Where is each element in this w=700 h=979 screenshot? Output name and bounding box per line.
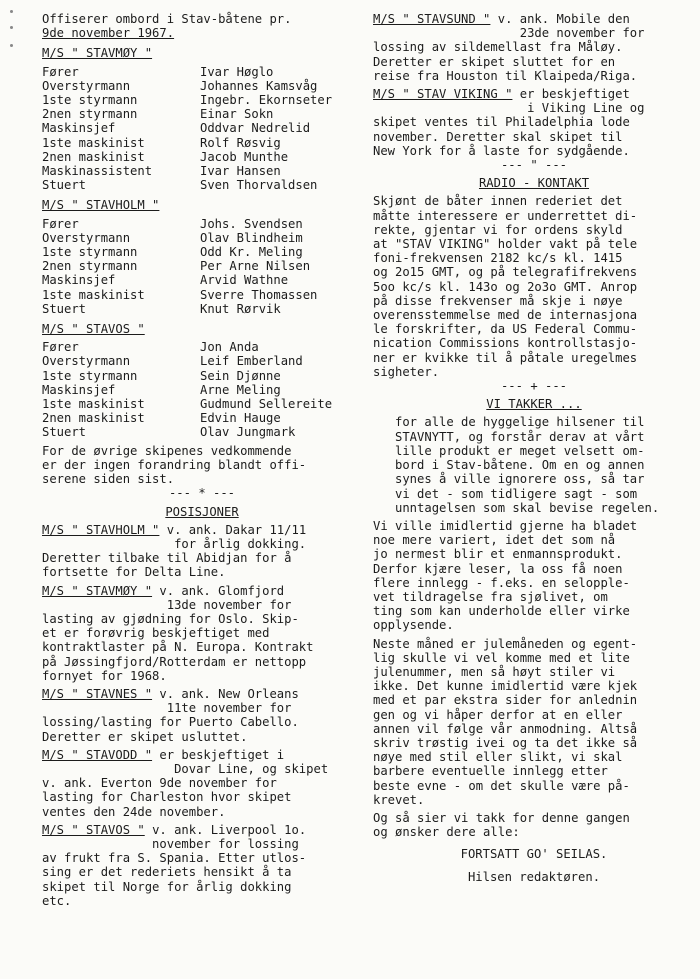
thanks-paragraph [373, 415, 695, 514]
paragraph-line: med et par ekstra sider for anlednin [373, 693, 638, 708]
paragraph-line: lasting for Charleston hvor skipet [42, 790, 292, 805]
paragraph-line: v. ank. Everton 9de november for [42, 776, 277, 791]
paragraph-line: vi det - som tidligere sagt - som [373, 486, 638, 501]
paragraph-line: nication Commissions kontrollstasjo- [373, 336, 638, 351]
crew-rank: Overstyrmann [42, 78, 131, 93]
farewell-line: FORTSATT GO' SEILAS. [460, 847, 608, 862]
positions-heading: POSISJONER [165, 504, 239, 519]
paragraph-line: opplysende. [373, 618, 454, 633]
position-entry [373, 87, 695, 158]
crew-rank: Maskinsjef [42, 273, 116, 288]
ship-heading: M/S " STAVHOLM " [42, 198, 160, 213]
paragraph-line: av frukt fra S. Spania. Etter utlos- [42, 851, 307, 866]
paragraph-line: i Viking Line og [373, 101, 645, 116]
entry-first-line: v. ank. New Orleans [152, 686, 299, 701]
paragraph-line: ner er kvikke til å påtale uregelmes [373, 350, 638, 365]
section-separator: --- * --- [168, 486, 236, 501]
paragraph-line: 13de november for [42, 597, 292, 612]
crew-rank: 1ste maskinist [42, 287, 145, 302]
crew-name: Knut Rørvik [200, 301, 281, 316]
paragraph-line: lossing/lasting for Puerto Cabello. [42, 715, 299, 730]
paragraph-line: lasting av gjødning for Oslo. Skip- [42, 611, 299, 626]
radio-paragraph [373, 194, 695, 379]
crew-rank: Fører [42, 340, 79, 355]
ship-name: M/S " STAVMØY " [42, 583, 153, 598]
paragraph-line: Vi ville imidlertid gjerne ha bladet [373, 518, 638, 533]
paragraph-line: noe mere variert, idet det som nå [373, 533, 616, 548]
crew-name: Arvid Wathne [200, 273, 289, 288]
paragraph-line: le forskrifter, da US Federal Commu- [373, 322, 638, 337]
crew-rank: 2nen styrmann [42, 107, 138, 122]
crew-name: Oddvar Nedrelid [200, 121, 311, 136]
paragraph-line: vet tildragelse fra sjølivet, om [373, 589, 608, 604]
paragraph-line: på Jøssingfjord/Rotterdam er nettopp [42, 654, 307, 669]
paragraph-line: nøye med stil eller slikt, vi skal [373, 750, 623, 765]
paragraph-line: november for lossing [42, 836, 299, 851]
paragraph-line: foni-frekvensen 2182 kc/s kl. 1415 [373, 251, 623, 266]
paragraph-line: og 2o15 GMT, og på telegrafifrekvens [373, 265, 638, 280]
crew-rank: Maskinsjef [42, 121, 116, 136]
entry-first-line: v. ank. Mobile den [490, 12, 630, 26]
crew-rank: 1ste styrmann [42, 368, 138, 383]
intro-date: 9de november 1967. [42, 26, 175, 41]
paragraph-line: kontraktlaster på N. Europa. Kontrakt [42, 640, 314, 655]
radio-heading: RADIO - KONTAKT [478, 176, 590, 191]
crew-name: Sein Djønne [200, 368, 281, 383]
paragraph-line: Deretter er skipet sluttet for en [373, 54, 616, 69]
crew-name: Olav Blindheim [200, 230, 303, 245]
crew-rank: 1ste styrmann [42, 93, 138, 108]
entry-first-line: v. ank. Glomfjord [152, 583, 285, 598]
paragraph-line: for årlig dokking. [42, 536, 307, 551]
closing-paragraph [42, 444, 362, 487]
paragraph-line: 11te november for [42, 701, 292, 716]
crew-name: Leif Emberland [200, 354, 303, 369]
punch-hole-mark [10, 26, 13, 29]
paragraph-line: Neste måned er julemåneden og egent- [373, 636, 638, 651]
crew-name: Arne Meling [200, 382, 281, 397]
crew-name: Sven Thorvaldsen [200, 178, 318, 193]
paragraph-line: For de øvrige skipenes vedkommende [42, 443, 292, 458]
paragraph-line: barbere eventuelle innlegg etter [373, 764, 608, 779]
crew-name: Johs. Svendsen [200, 216, 303, 231]
crew-rank: Fører [42, 64, 79, 79]
position-entry [373, 12, 695, 83]
paragraph-line: et er forøvrig beskjeftiget med [42, 626, 270, 641]
crew-name: Ivar Høglo [200, 64, 274, 79]
paragraph-line: ventes den 24de november. [42, 804, 226, 819]
paragraph-line: flere innlegg - f.eks. en selopple- [373, 575, 630, 590]
paragraph-line: 5oo kc/s kl. 143o og 2o3o GMT. Anrop [373, 279, 638, 294]
paragraph-line: er der ingen forandring blandt offi- [42, 457, 307, 472]
crew-rank: 2nen styrmann [42, 259, 138, 274]
thanks-heading: VI TAKKER ... [486, 397, 582, 412]
paragraph-line: fortsette for Delta Line. [42, 565, 226, 580]
paragraph-line: ikke. Det kunne imidlertid være kjek [373, 679, 638, 694]
crew-name: Gudmund Sellereite [200, 397, 333, 412]
paragraph-line: STAVNYTT, og forstår derav at vårt [373, 429, 645, 444]
ship-name: M/S " STAV VIKING " [373, 87, 513, 102]
paragraph-line: rekte, gjentar vi for ordens skyld [373, 222, 623, 237]
paragraph-line: skriv trøstig ivei og ta det ikke så [373, 735, 638, 750]
crew-rank: Fører [42, 216, 79, 231]
thanks-paragraph [373, 811, 695, 839]
editor-signature: Hilsen redaktøren. [467, 869, 601, 884]
paragraph-line: etc. [42, 893, 72, 908]
crew-name: Per Arne Nilsen [200, 259, 311, 274]
right-column [373, 12, 695, 884]
position-entry [42, 823, 362, 908]
position-entry [42, 748, 362, 819]
section-separator: --- + --- [500, 379, 568, 394]
crew-rank: 2nen maskinist [42, 149, 145, 164]
position-entry [42, 687, 362, 744]
ship-name: M/S " STAVOS " [42, 822, 145, 837]
crew-rank: Maskinassistent [42, 164, 153, 179]
position-entry [42, 523, 362, 580]
paragraph-line: gen og vi håper derfor at en eller [373, 707, 623, 722]
paragraph-line: beste evne - om det skulle være på- [373, 778, 630, 793]
crew-name: Olav Jungmark [200, 425, 296, 440]
paragraph-line: Derfor kjære leser, la oss få noen [373, 561, 623, 576]
ship-heading: M/S " STAVOS " [42, 322, 145, 337]
paragraph-line: på disse frekvenser må skje i nøye [373, 293, 623, 308]
paragraph-line: måtte interessere er underrettet di- [373, 208, 638, 223]
crew-name: Jacob Munthe [200, 149, 289, 164]
paragraph-line: serene siden sist. [42, 472, 175, 487]
ship-name: M/S " STAVNES " [42, 686, 153, 701]
paragraph-line: Dovar Line, og skipet [42, 761, 329, 776]
paragraph-line: unntagelsen som skal bevise regelen. [373, 500, 660, 515]
section-separator: --- " --- [500, 158, 568, 173]
crew-name: Ingebr. Ekornseter [200, 93, 333, 108]
ship-officers-stavos [42, 322, 362, 440]
position-entry [42, 584, 362, 683]
paragraph-line: krevet. [373, 792, 425, 807]
ship-name: M/S " STAVSUND " [373, 12, 491, 26]
paragraph-line: jo nermest blir et enmannsprodukt. [373, 547, 623, 562]
entry-first-line: v. ank. Dakar 11/11 [159, 522, 307, 537]
paragraph-line: og ønsker dere alle: [373, 825, 520, 840]
thanks-paragraph [373, 519, 695, 633]
ship-name: M/S " STAVODD " [42, 747, 153, 762]
paragraph-line: sing er det rederiets hensikt å ta [42, 865, 292, 880]
left-column [42, 12, 362, 908]
crew-rank: 1ste styrmann [42, 245, 138, 260]
crew-name: Jon Anda [200, 340, 259, 355]
paragraph-line: bord i Stav-båtene. Om en og annen [373, 458, 645, 473]
crew-list [42, 217, 362, 316]
punch-hole-mark [10, 10, 13, 13]
paragraph-line: skipet til Norge for årlig dokking [42, 879, 292, 894]
crew-rank: Stuert [42, 178, 87, 193]
paragraph-line: julenummer, men så høyt stiler vi [373, 664, 616, 679]
paragraph-line: Deretter tilbake til Abidjan for å [42, 551, 292, 566]
crew-rank: Overstyrmann [42, 230, 131, 245]
entry-first-line: er beskjeftiget [512, 87, 630, 102]
ship-officers-stavholm [42, 198, 362, 316]
crew-list [42, 65, 362, 193]
punch-hole-mark [10, 44, 13, 47]
entry-first-line: er beskjeftiget i [152, 747, 285, 762]
paragraph-line: lille produkt er meget velsett om- [373, 443, 645, 458]
paragraph-line: lossing av sildemellast fra Måløy. [373, 40, 623, 55]
crew-name: Odd Kr. Meling [200, 245, 303, 260]
crew-name: Johannes Kamsvåg [200, 78, 318, 93]
crew-rank: 1ste maskinist [42, 397, 145, 412]
crew-name: Einar Sokn [200, 107, 274, 122]
crew-name: Rolf Røsvig [200, 135, 281, 150]
paragraph-line: reise fra Houston til Klaipeda/Riga. [373, 68, 638, 83]
paragraph-line: at "STAV VIKING" holder vakt på tele [373, 237, 638, 252]
paragraph-line: fornyet for 1968. [42, 668, 167, 683]
paragraph-line: sigheter. [373, 364, 440, 379]
crew-list [42, 340, 362, 439]
crew-rank: 2nen maskinist [42, 411, 145, 426]
crew-name: Edvin Hauge [200, 411, 281, 426]
paragraph-line: november. Deretter skal skipet til [373, 129, 623, 144]
crew-rank: Stuert [42, 425, 87, 440]
ship-name: M/S " STAVHOLM " [42, 522, 160, 537]
crew-rank: Stuert [42, 301, 87, 316]
paragraph-line: Deretter er skipet usluttet. [42, 729, 248, 744]
intro-line: Offiserer ombord i Stav-båtene pr. [42, 12, 292, 26]
crew-rank: 1ste maskinist [42, 135, 145, 150]
crew-rank: Maskinsjef [42, 382, 116, 397]
paragraph-line: overensstemmelse med de internasjona [373, 308, 638, 323]
crew-name: Sverre Thomassen [200, 287, 318, 302]
ship-officers-stavmoy [42, 46, 362, 192]
thanks-paragraph [373, 637, 695, 807]
paragraph-line: New York for å laste for sydgående. [373, 143, 630, 158]
paragraph-line: synes å ville ignorere oss, så tar [373, 472, 645, 487]
paragraph-line: lig skulle vi vel komme med et lite [373, 650, 630, 665]
crew-name: Ivar Hansen [200, 164, 281, 179]
paragraph-line: skipet ventes til Philadelphia lode [373, 115, 630, 130]
paragraph-line: Skjønt de båter innen rederiet det [373, 194, 623, 209]
paragraph-line: ting som kan underholde eller virke [373, 604, 630, 619]
paragraph-line: 23de november for [373, 26, 645, 41]
paragraph-line: Og så sier vi takk for denne gangen [373, 810, 630, 825]
crew-rank: Overstyrmann [42, 354, 131, 369]
paragraph-line: annen vil følge vår anmodning. Altså [373, 721, 638, 736]
paragraph-line: for alle de hyggelige hilsener til [373, 415, 645, 430]
entry-first-line: v. ank. Liverpool 1o. [144, 822, 307, 837]
intro-line [42, 26, 362, 40]
ship-heading: M/S " STAVMØY " [42, 46, 153, 61]
